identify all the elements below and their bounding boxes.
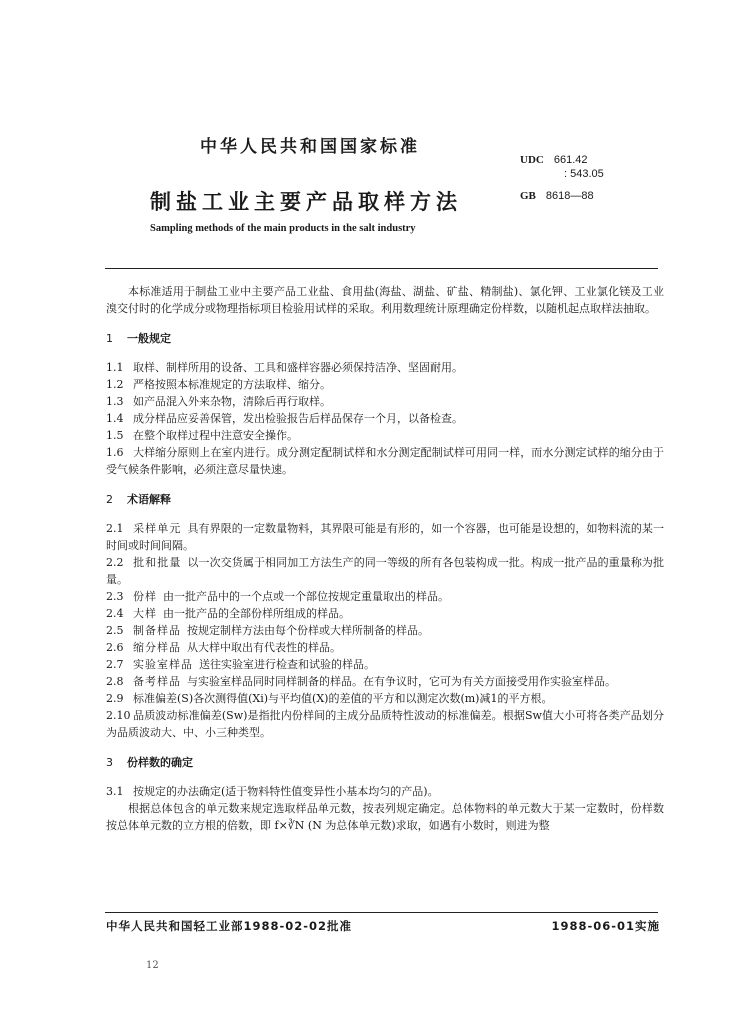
approval-line: 中华人民共和国轻工业部1988-02-02批准: [106, 919, 353, 933]
item-term: 缩分样品: [133, 641, 181, 654]
item-text: 从大样中取出有代表性的样品。: [187, 641, 341, 654]
document-body: [106, 283, 664, 834]
item-text: 如产品混入外来杂物，清除后再行取样。: [133, 395, 331, 408]
item-number: 2.4: [106, 607, 124, 620]
item-number: 2.7: [106, 658, 124, 671]
item-number: 2.6: [106, 641, 124, 654]
item-text: 大样缩分原则上在室内进行。成分测定配制试样和水分测定配制试样可用同一样，而水分测定试样的缩分由于受气候条件影响，必须注意尽量快速。: [106, 446, 664, 476]
udc-number-1: 661.42: [553, 154, 588, 166]
item-number: 2.10: [106, 709, 131, 722]
list-item: [106, 656, 664, 673]
item-text: 品质波动标准偏差(Sw)是指批内份样间的主成分品质特性波动的标准偏差。根据Sw值大小可将各类产品划分为品质波动大、中、小三种类型。: [106, 709, 664, 739]
item-term: 实验室样品: [133, 658, 193, 671]
section-heading: [106, 491, 664, 508]
standard-type-heading: 中华人民共和国国家标准: [200, 137, 420, 157]
item-number: 2.5: [106, 624, 124, 637]
item-text: 严格按照本标准规定的方法取样、缩分。: [133, 378, 331, 391]
item-number: 1.2: [106, 378, 124, 391]
item-text: 成分样品应妥善保管，发出检验报告后样品保存一个月，以备检查。: [133, 412, 463, 425]
item-term: 批和批量: [133, 556, 182, 569]
list-item: [106, 520, 664, 554]
item-number: 2.1: [106, 522, 124, 535]
english-title: Sampling methods of the main products in the salt industry: [150, 223, 416, 234]
list-item: [106, 393, 664, 410]
item-number: 1.4: [106, 412, 124, 425]
list-item: [106, 707, 664, 741]
effective-date: 1988-06-01实施: [551, 919, 660, 933]
section-number: 2: [106, 493, 113, 506]
gb-code: [520, 190, 594, 202]
item-text: 具有界限的一定数量物料，其界限可能是有形的，如一个容器，也可能是设想的，如物料流的某一时间或时间间隔。: [106, 522, 665, 552]
list-item: [106, 376, 664, 393]
item-text: 按规定制样方法由每个份样或大样所制备的样品。: [187, 624, 429, 637]
item-term: 大样: [133, 607, 157, 620]
item-text: 在整个取样过程中注意安全操作。: [133, 429, 298, 442]
section-heading: [106, 330, 664, 347]
item-number: 2.8: [106, 675, 124, 688]
item-text: 由一批产品中的一个点或一个部位按规定重量取出的样品。: [163, 590, 449, 603]
section-heading: [106, 754, 664, 771]
item-term: 份样: [133, 590, 157, 603]
item-number: 2.9: [106, 692, 124, 705]
section-title: 一般规定: [127, 332, 171, 345]
item-text: 与实验室样品同时同样制备的样品。在有争议时，它可为有关方面接受用作实验室样品。: [187, 675, 616, 688]
item-number: 1.1: [106, 361, 124, 374]
list-item: [106, 444, 664, 478]
item-term: 制备样品: [133, 624, 181, 637]
item-text: 以一次交货属于相同加工方法生产的同一等级的所有各包装构成一批。构成一批产品的重量称为批量。: [106, 556, 665, 586]
item-number: 1.6: [106, 446, 124, 459]
udc-code: [520, 153, 604, 181]
item-term: 采样单元: [133, 522, 182, 535]
section-title: 份样数的确定: [127, 756, 193, 769]
list-item: [106, 605, 664, 622]
item-number: 1.5: [106, 429, 124, 442]
section-number: 1: [106, 332, 113, 345]
item-term: 备考样品: [133, 675, 181, 688]
section-number: 3: [106, 756, 113, 769]
list-item: [106, 622, 664, 639]
list-item: [106, 410, 664, 427]
item-number: 2.3: [106, 590, 124, 603]
list-item: [106, 690, 664, 707]
udc-number-2: : 543.05: [564, 168, 604, 180]
section-title: 术语解释: [127, 493, 171, 506]
item-text: 送往实验室进行检查和试验的样品。: [199, 658, 375, 671]
gb-number: 8618—88: [545, 190, 594, 202]
item-number: 3.1: [106, 785, 124, 798]
list-item: [106, 639, 664, 656]
list-item: [106, 554, 664, 588]
list-item: [106, 588, 664, 605]
list-item: [106, 427, 664, 444]
section-paragraph: 根据总体包含的单元数来规定选取样品单元数，按表列规定确定。总体物料的单元数大于某一定数时，份样数按总体单元数的立方根的倍数，即 f×∛N (N 为总体单元数)求取，如遇有小数时，则进为整: [106, 802, 664, 832]
header-divider: [105, 268, 658, 269]
page-number: 12: [146, 960, 159, 971]
list-item: [106, 783, 664, 800]
udc-label: UDC: [520, 154, 544, 166]
document-title: 制盐工业主要产品取样方法: [150, 190, 462, 214]
item-text: 按规定的办法确定(适于物料特性值变异性小基本均匀的产品)。: [133, 785, 439, 798]
list-item: [106, 359, 664, 376]
item-number: 2.2: [106, 556, 124, 569]
footer-divider: [105, 912, 658, 913]
item-text: 由一批产品的全部份样所组成的样品。: [163, 607, 350, 620]
intro-paragraph: 本标准适用于制盐工业中主要产品工业盐、食用盐(海盐、湖盐、矿盐、精制盐)、氯化钾、工业氯化镁及工业溴交付时的化学成分或物理指标项目检验用试样的采取。利用数理统计原理确定份样数，以随机起点取样法抽取。: [106, 285, 664, 315]
item-number: 1.3: [106, 395, 124, 408]
item-text: 取样、制样所用的设备、工具和盛样容器必须保持洁净、坚固耐用。: [133, 361, 463, 374]
item-text: 标准偏差(S)各次测得值(Xi)与平均值(X)的差值的平方和以测定次数(m)减1的平方根。: [133, 692, 553, 705]
list-item: [106, 673, 664, 690]
gb-label: GB: [520, 190, 536, 202]
